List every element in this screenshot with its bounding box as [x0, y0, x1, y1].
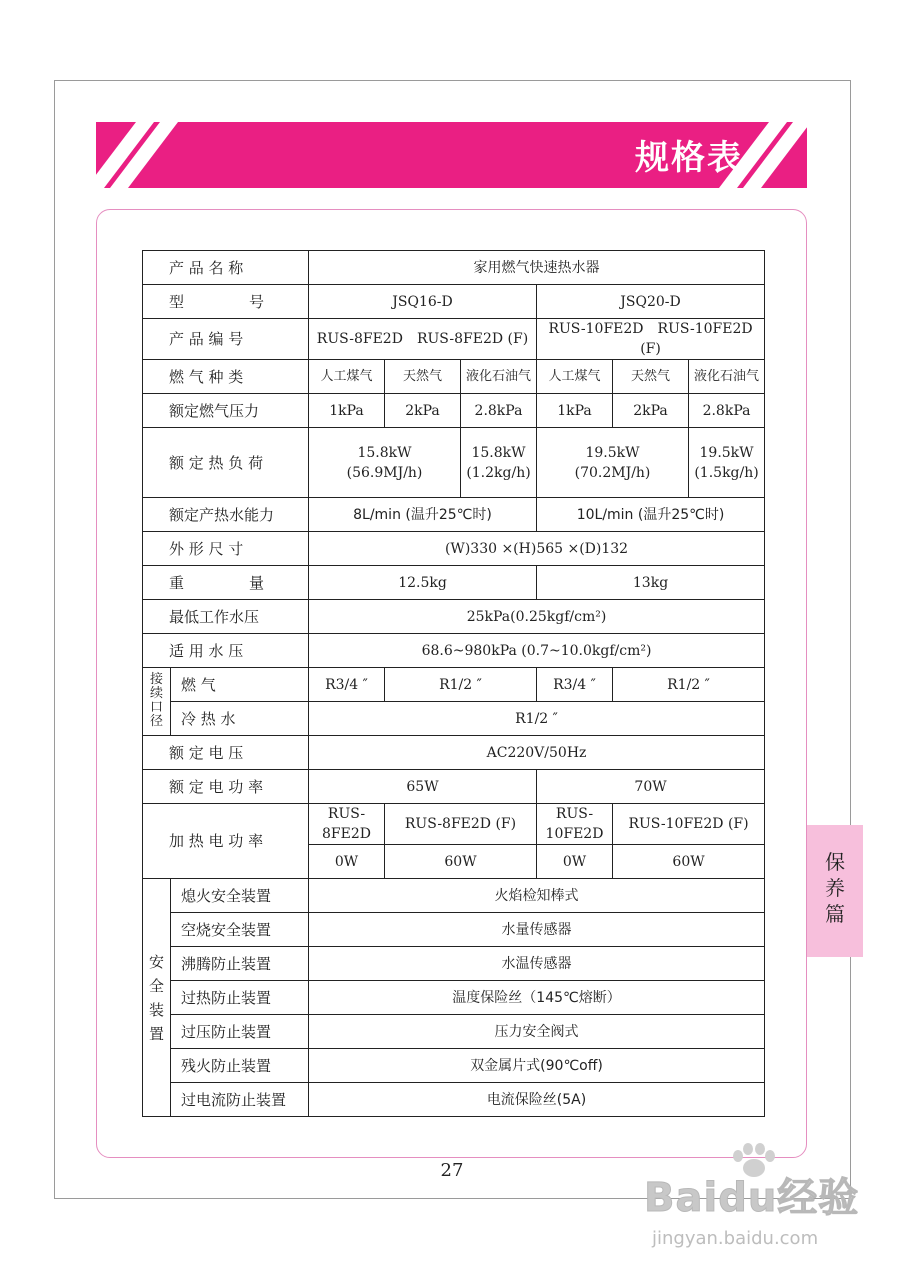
voltage-value: AC220V/50Hz [309, 736, 765, 770]
table-row [143, 498, 765, 532]
heating-model-cell: RUS-10FE2D [537, 804, 613, 845]
table-row [143, 634, 765, 668]
heat-load-cell [309, 428, 461, 498]
row-label: 冷 热 水 [171, 702, 309, 736]
heat-load-kw: 15.8kW [357, 444, 412, 461]
watermark-url: jingyan.baidu.com [652, 1228, 819, 1249]
table-row [143, 360, 765, 394]
table-row [143, 1015, 765, 1049]
row-label [143, 566, 309, 600]
weight-label: 重 量 [169, 573, 264, 592]
row-label: 燃 气 [171, 668, 309, 702]
table-row [143, 566, 765, 600]
connection-gas-cell: R1/2 ″ [613, 668, 765, 702]
row-label: 额定产热水能力 [143, 498, 309, 532]
row-label: 产 品 名 称 [143, 251, 309, 285]
heating-model-cell: RUS-8FE2D [309, 804, 385, 845]
table-row [143, 285, 765, 319]
heat-load-cell [689, 428, 765, 498]
safety-item-value: 电流保险丝(5A) [309, 1083, 765, 1117]
table-row [143, 879, 765, 913]
safety-item-value: 压力安全阀式 [309, 1015, 765, 1049]
heating-power-cell: 60W [613, 845, 765, 879]
heat-load-kw: 19.5kW [699, 444, 754, 461]
hot-water-capacity-1: 8L/min (温升25℃时) [309, 498, 537, 532]
connection-water-value: R1/2 ″ [309, 702, 765, 736]
product-name-value: 家用燃气快速热水器 [309, 251, 765, 285]
power-1: 65W [309, 770, 537, 804]
product-code-1: RUS-8FE2D RUS-8FE2D (F) [309, 319, 537, 360]
safety-item-name: 过电流防止装置 [171, 1083, 309, 1117]
heat-load-mj: (56.9MJ/h) [346, 464, 423, 481]
row-label: 额 定 电 功 率 [143, 770, 309, 804]
model-1: JSQ16-D [309, 285, 537, 319]
safety-item-name: 沸腾防止装置 [171, 947, 309, 981]
safety-item-value: 火焰检知棒式 [309, 879, 765, 913]
table-row [143, 1049, 765, 1083]
row-label: 额定燃气压力 [143, 394, 309, 428]
water-pressure-value: 68.6~980kPa (0.7~10.0kgf/cm²) [309, 634, 765, 668]
page-number: 27 [440, 1160, 464, 1181]
row-label: 适 用 水 压 [143, 634, 309, 668]
gas-type-cell: 天然气 [613, 360, 689, 394]
gas-pressure-cell: 1kPa [537, 394, 613, 428]
heat-load-cell [537, 428, 689, 498]
safety-item-name: 过热防止装置 [171, 981, 309, 1015]
gas-pressure-cell: 1kPa [309, 394, 385, 428]
row-label: 额 定 热 负 荷 [143, 428, 309, 498]
weight-1: 12.5kg [309, 566, 537, 600]
table-row [143, 668, 765, 702]
watermark-logo: Baidu经验 [644, 1175, 860, 1221]
table-row [143, 770, 765, 804]
gas-type-cell: 液化石油气 [461, 360, 537, 394]
min-water-pressure-value: 25kPa(0.25kgf/cm²) [309, 600, 765, 634]
table-row [143, 319, 765, 360]
heat-load-kw: 15.8kW [471, 444, 526, 461]
gas-pressure-cell: 2kPa [385, 394, 461, 428]
model-2: JSQ20-D [537, 285, 765, 319]
page-title: 规格表 [635, 138, 743, 178]
table-row [143, 913, 765, 947]
table-row [143, 947, 765, 981]
product-code-2: RUS-10FE2D RUS-10FE2D (F) [537, 319, 765, 360]
watermark [640, 1142, 860, 1272]
table-row [143, 1083, 765, 1117]
safety-item-name: 残火防止装置 [171, 1049, 309, 1083]
row-label: 加 热 电 功 率 [143, 804, 309, 879]
gas-type-cell: 天然气 [385, 360, 461, 394]
table-row [143, 428, 765, 498]
safety-label-text: 安全装置 [148, 952, 164, 1043]
hot-water-capacity-2: 10L/min (温升25℃时) [537, 498, 765, 532]
table-row [143, 981, 765, 1015]
table-row [143, 702, 765, 736]
model-label: 型 号 [169, 292, 264, 311]
row-label [143, 285, 309, 319]
connection-label [143, 668, 171, 736]
safety-item-name: 空烧安全装置 [171, 913, 309, 947]
heat-load-cell [461, 428, 537, 498]
spec-table [142, 250, 765, 1117]
heat-load-kw: 19.5kW [585, 444, 640, 461]
heat-load-kg: (1.2kg/h) [466, 464, 531, 481]
heating-model-cell: RUS-8FE2D (F) [385, 804, 537, 845]
safety-item-value: 温度保险丝（145℃熔断） [309, 981, 765, 1015]
gas-type-cell: 人工煤气 [537, 360, 613, 394]
safety-label [143, 879, 171, 1117]
dimensions-value: (W)330 ×(H)565 ×(D)132 [309, 532, 765, 566]
safety-item-name: 熄火安全装置 [171, 879, 309, 913]
connection-gas-cell: R1/2 ″ [385, 668, 537, 702]
table-row [143, 736, 765, 770]
table-row [143, 600, 765, 634]
connection-gas-cell: R3/4 ″ [309, 668, 385, 702]
power-2: 70W [537, 770, 765, 804]
connection-gas-cell: R3/4 ″ [537, 668, 613, 702]
heating-model-cell: RUS-10FE2D (F) [613, 804, 765, 845]
heat-load-kg: (1.5kg/h) [694, 464, 759, 481]
safety-item-name: 过压防止装置 [171, 1015, 309, 1049]
gas-pressure-cell: 2.8kPa [461, 394, 537, 428]
heating-power-cell: 0W [537, 845, 613, 879]
header-banner [96, 122, 807, 188]
table-row [143, 532, 765, 566]
row-label: 最低工作水压 [143, 600, 309, 634]
row-label: 燃 气 种 类 [143, 360, 309, 394]
table-row [143, 804, 765, 845]
heating-power-cell: 60W [385, 845, 537, 879]
table-row [143, 394, 765, 428]
table-row [143, 251, 765, 285]
gas-pressure-cell: 2.8kPa [689, 394, 765, 428]
safety-item-value: 水量传感器 [309, 913, 765, 947]
connection-label-text: 接续口径 [149, 671, 163, 729]
section-side-tab [807, 825, 863, 957]
safety-item-value: 双金属片式(90℃off) [309, 1049, 765, 1083]
weight-2: 13kg [537, 566, 765, 600]
gas-pressure-cell: 2kPa [613, 394, 689, 428]
safety-item-value: 水温传感器 [309, 947, 765, 981]
gas-type-cell: 人工煤气 [309, 360, 385, 394]
stripe-decoration-left [96, 122, 186, 188]
heat-load-mj: (70.2MJ/h) [574, 464, 651, 481]
heating-power-cell: 0W [309, 845, 385, 879]
side-tab-label: 保养篇 [825, 850, 845, 926]
row-label: 额 定 电 压 [143, 736, 309, 770]
row-label: 产 品 编 号 [143, 319, 309, 360]
row-label: 外 形 尺 寸 [143, 532, 309, 566]
gas-type-cell: 液化石油气 [689, 360, 765, 394]
